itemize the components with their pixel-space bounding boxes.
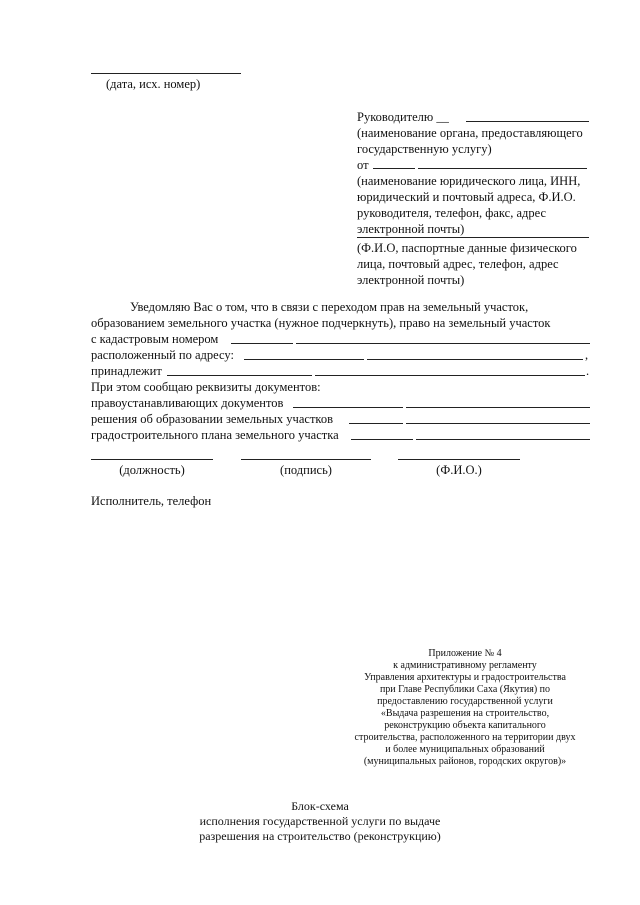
appendix-line-6: «Выдача разрешения на строительство,: [380, 708, 550, 719]
scheme-title: Блок-схема: [291, 799, 349, 813]
appendix-line-9: и более муниципальных образований: [385, 744, 545, 755]
appendix-line-4: при Главе Республики Саха (Якутия) по: [379, 684, 551, 695]
position-line: [91, 459, 213, 460]
appendix-line-5: предоставлению государственной услуги: [377, 696, 553, 707]
appendix-line-10: (муниципальных районов, городских округов)»: [363, 756, 567, 767]
appendix-line-3: Управления архитектуры и градостроительства: [364, 672, 566, 683]
person-line-2: лица, почтовый адрес, телефон, адрес: [357, 257, 559, 271]
cadastral-line-short: [231, 343, 293, 344]
entity-line-4: электронной почты): [357, 222, 465, 236]
address-label: расположенный по адресу:: [91, 348, 234, 362]
requisites-text: При этом сообщаю реквизиты документов:: [91, 380, 321, 394]
appendix-line-2: к административному регламенту: [393, 660, 537, 671]
doc1-line-short: [293, 407, 403, 408]
date-line: [91, 73, 241, 74]
scheme-line-2: исполнения государственной услуги по выдаче: [199, 814, 441, 828]
belongs-period: .: [586, 364, 590, 378]
name-line: [398, 459, 520, 460]
address-line-short: [244, 359, 364, 360]
address-line-long: [367, 359, 583, 360]
entity-line-1: (наименование юридического лица, ИНН,: [357, 174, 581, 188]
doc3-line-short: [351, 439, 413, 440]
doc1-line-long: [406, 407, 590, 408]
doc2-line-long: [406, 423, 590, 424]
belongs-line-short: [167, 375, 312, 376]
position-caption: (должность): [119, 463, 185, 477]
belongs-label: принадлежит: [91, 364, 162, 378]
cadastral-label: с кадастровым номером: [91, 332, 219, 346]
body-line-1: Уведомляю Вас о том, что в связи с переходом прав на земельный участок,: [130, 300, 529, 314]
person-line-3: электронной почты): [357, 273, 465, 287]
cadastral-line-long: [296, 343, 590, 344]
sign-caption: (подпись): [280, 463, 332, 477]
entity-line-2: юридический и почтовый адреса, Ф.И.О.: [357, 190, 576, 204]
doc3-line-long: [416, 439, 590, 440]
organ-line-2: государственную услугу): [357, 142, 492, 156]
doc1-label: правоустанавливающих документов: [91, 396, 284, 410]
entity-line-3: руководителя, телефон, факс, адрес: [357, 206, 547, 220]
appendix-block: [320, 648, 610, 768]
scheme-line-3: разрешения на строительство (реконструкцию): [199, 829, 441, 843]
doc2-line-short: [349, 423, 403, 424]
person-line: [357, 237, 589, 238]
executor-phone: Исполнитель, телефон: [91, 494, 212, 508]
person-line-1: (Ф.И.О, паспортные данные физического: [357, 241, 577, 255]
doc3-label: градостроительного плана земельного участка: [91, 428, 339, 442]
organ-line-1: (наименование органа, предоставляющего: [357, 126, 583, 140]
name-caption: (Ф.И.О.): [436, 463, 482, 477]
to-line: [466, 121, 589, 122]
sign-line: [241, 459, 371, 460]
doc2-label: решения об образовании земельных участков: [91, 412, 333, 426]
from-label: от: [357, 158, 369, 172]
appendix-line-8: строительства, расположенного на территории двух: [354, 732, 576, 743]
appendix-line-1: Приложение № 4: [428, 648, 502, 659]
address-comma: ,: [585, 348, 589, 362]
to-label: Руководителю __: [357, 110, 449, 124]
from-line-long: [418, 168, 587, 169]
appendix-line-7: реконструкцию объекта капитального: [384, 720, 546, 731]
date-caption: (дата, исх. номер): [106, 77, 201, 91]
from-line-short: [373, 168, 415, 169]
belongs-line-long: [315, 375, 585, 376]
body-line-2: образованием земельного участка (нужное подчеркнуть), право на земельный участок: [91, 316, 551, 330]
